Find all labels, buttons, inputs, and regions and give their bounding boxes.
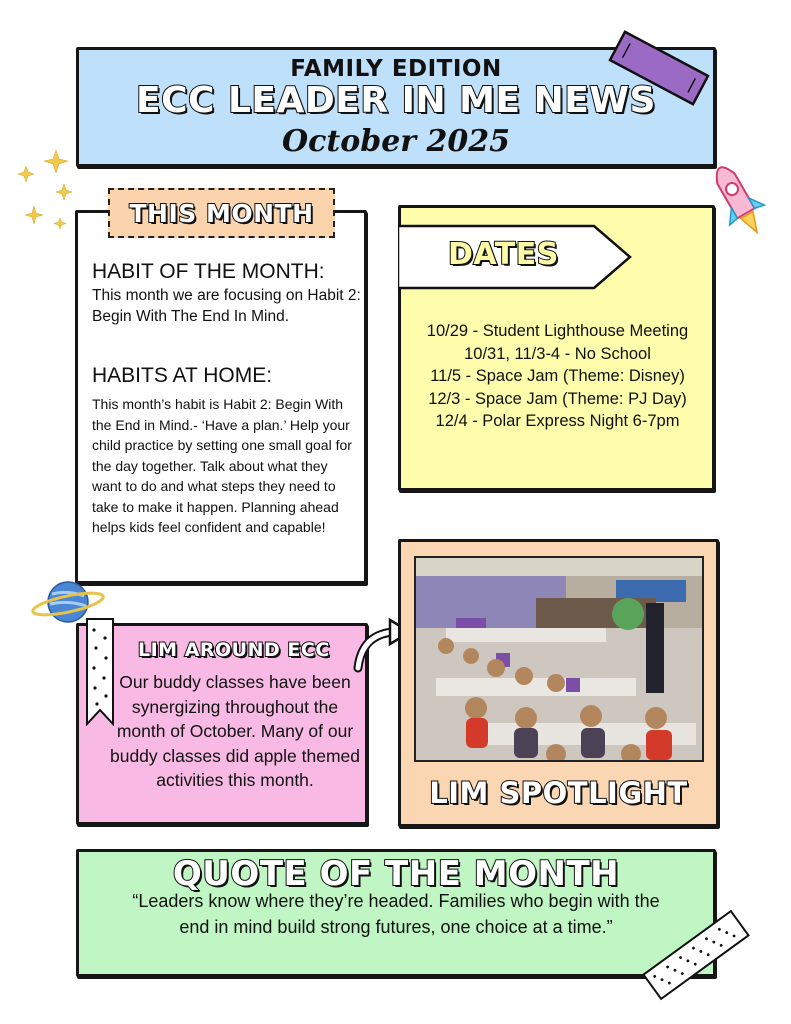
- date-item: 12/4 - Polar Express Night 6-7pm: [435, 412, 680, 430]
- dates-title: DATES: [448, 237, 559, 272]
- date-item: 10/31, 11/3-4 - No School: [464, 344, 651, 363]
- edition-label: FAMILY EDITION: [290, 56, 502, 82]
- home-text: This month’s habit is Habit 2: Begin With the End in Mind.- ‘Have a plan.’ Help your child practice by setting one small goal for the day together. Talk about what they want to do and what steps they need to take to make it happen. Planning ahead helps kids feel confident and capable!: [92, 396, 352, 535]
- home-heading: HABITS AT HOME:: [92, 364, 273, 387]
- classroom-photo: [414, 556, 704, 762]
- habit-text: This month we are focusing on Habit 2: Begin With The End In Mind.: [92, 287, 361, 325]
- habit-heading: HABIT OF THE MONTH:: [92, 260, 325, 283]
- tape-icon: [636, 906, 756, 1004]
- spotlight-title: LIM SPOTLIGHT: [429, 776, 688, 810]
- star-icon: [16, 140, 82, 240]
- lim-around-title: LIM AROUND ECC: [138, 639, 330, 661]
- newsletter-month: October 2025: [281, 124, 511, 159]
- dates-list: [400, 320, 715, 433]
- date-item: 11/5 - Space Jam (Theme: Disney): [430, 367, 685, 385]
- quote-text: “Leaders know where they’re headed. Families who begin with the end in mind build strong futures, one choice at a time.”: [132, 891, 660, 937]
- this-month-tab: [108, 188, 335, 238]
- quote-title: QUOTE OF THE MONTH: [172, 854, 620, 894]
- date-item: 12/3 - Space Jam (Theme: PJ Day): [428, 389, 687, 408]
- date-item: 10/29 - Student Lighthouse Meeting: [426, 322, 689, 340]
- newsletter-title: ECC LEADER IN ME NEWS: [136, 80, 656, 121]
- lim-around-text: Our buddy classes have been synergizing throughout the month of October. Many of our buddy classes did apple themed activities this month.: [109, 672, 361, 790]
- this-month-title: THIS MONTH: [129, 198, 314, 228]
- tape-icon: [604, 22, 714, 114]
